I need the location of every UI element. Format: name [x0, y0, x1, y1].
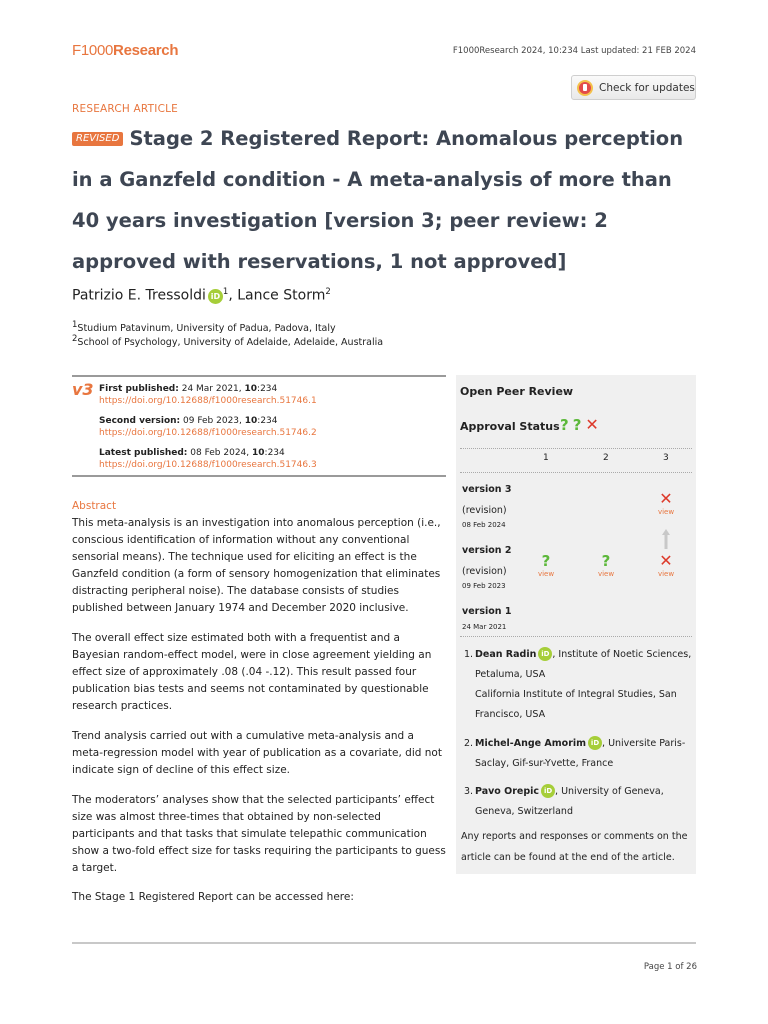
affiliation-sup: 1: [72, 320, 78, 330]
reviewer-name[interactable]: Dean Radin: [475, 649, 537, 660]
page-number: Page 1 of 26: [643, 962, 697, 972]
article-type: RESEARCH ARTICLE: [72, 103, 178, 115]
abstract-paragraph: This meta-analysis is an investigation into anomalous perception (i.e., conscious identification of information without any conventional sensorial means). The technique used for eliciting an effect is the Ganzfeld condition (a form of sensory homogenization that eliminates distracting peripheral noise). The database consists of studies published between January 1974 and December 2020 inclusive.: [72, 517, 441, 614]
reviewer-entry: [464, 645, 694, 725]
abstract-paragraph: The moderators’ analyses show that the selected participants’ effect size was almost three-times that obtained by non-selected participants and that tasks that simulate telepathic communication show a two-fold effect size for tasks requiring the participants to guess a target.: [72, 794, 446, 874]
affiliation: [72, 320, 336, 334]
abstract-paragraph: The Stage 1 Registered Report can be accessed here:: [72, 891, 354, 903]
cross-icon: ✕: [585, 415, 599, 434]
peer-review-note: Any reports and responses or comments on the article can be found at the end of the article.: [461, 831, 688, 863]
version-badge: v3: [72, 380, 94, 399]
question-icon: ?: [601, 552, 611, 570]
version-note: [version 3; peer review: 2 approved with reservations, 1 not approved]: [72, 209, 608, 273]
doi-link[interactable]: https://doi.org/10.12688/f1000research.51746.3: [99, 460, 317, 470]
version-entry: [99, 383, 317, 407]
logo-prefix: F1000: [72, 42, 114, 59]
cross-icon: ✕: [659, 551, 673, 570]
reviewer-name[interactable]: Pavo Orepic: [475, 786, 540, 797]
version-row-label: version 2: [462, 545, 512, 556]
reviewer-entry: [464, 782, 694, 822]
divider: [460, 636, 692, 637]
reviewer-number: 3.: [464, 786, 474, 797]
check-for-updates-label: Check for updates: [599, 81, 695, 94]
reviewer-affiliation: Petaluma, USA: [475, 669, 546, 680]
version-row-sub: (revision): [462, 505, 507, 516]
version-label: First published:: [99, 384, 179, 394]
reviewer-affiliation: Francisco, USA: [475, 709, 546, 720]
question-icon: ?: [541, 552, 551, 570]
review-mark[interactable]: [531, 551, 561, 578]
reviewer-affiliation: , University of Geneva,: [555, 786, 664, 797]
version-row-date: 24 Mar 2021: [462, 623, 507, 631]
divider: [460, 472, 692, 473]
version-label: Latest published:: [99, 448, 188, 458]
version-page: :234: [264, 448, 285, 458]
doi-link[interactable]: https://doi.org/10.12688/f1000research.51746.2: [99, 428, 317, 438]
version-date: 08 Feb 2024,: [190, 448, 250, 458]
footer-divider: [72, 942, 696, 944]
abstract-paragraph: Trend analysis carried out with a cumulative meta-analysis and a meta-regression model with year of publication as a covariate, did not indicate sign of decline of this effect size.: [72, 730, 442, 776]
view-link[interactable]: view: [537, 570, 555, 578]
header-meta: F1000Research 2024, 10:234 Last updated: 21 FEB 2024: [452, 46, 696, 56]
logo-suffix: Research: [113, 42, 179, 59]
author-name[interactable]: Lance Storm: [237, 287, 326, 304]
affiliation-text: School of Psychology, University of Adelaide, Adelaide, Australia: [77, 337, 384, 349]
orcid-icon[interactable]: iD: [208, 289, 223, 304]
divider: [460, 448, 692, 449]
version-row-label: version 3: [462, 484, 512, 495]
version-page: :234: [257, 384, 278, 394]
reviewer-affiliation: California Institute of Integral Studies, San: [475, 689, 677, 700]
view-link[interactable]: view: [597, 570, 615, 578]
review-mark[interactable]: [651, 551, 681, 578]
reviewer-column-number: 3: [663, 453, 669, 463]
version-date: 09 Feb 2023,: [183, 416, 242, 426]
version-row-date: 09 Feb 2023: [462, 582, 506, 590]
version-entry: [99, 447, 317, 471]
bookmark-icon: [577, 80, 593, 96]
reviewer-affiliation: Geneva, Switzerland: [475, 806, 573, 817]
version-label: Second version:: [99, 416, 181, 426]
reviewer-column-number: 1: [543, 453, 549, 463]
question-icon: ?: [560, 416, 569, 434]
check-for-updates-button[interactable]: [571, 75, 696, 100]
review-mark[interactable]: [651, 489, 681, 516]
reviewer-number: 1.: [464, 649, 474, 660]
approval-status-icons: [560, 415, 603, 434]
author-list: Patrizio E. Tressoldi iD $^1$, Lance Storm$^2$: [72, 287, 331, 304]
orcid-icon[interactable]: iD: [541, 784, 555, 798]
reviewer-name[interactable]: Michel-Ange Amorim: [475, 738, 587, 749]
revised-badge: REVISED: [72, 132, 123, 146]
doi-link[interactable]: https://doi.org/10.12688/f1000research.51746.1: [99, 396, 317, 406]
author-sup: 2: [325, 287, 331, 297]
version-volume: 10: [252, 448, 265, 458]
cross-icon: ✕: [659, 489, 673, 508]
version-row-date: 08 Feb 2024: [462, 521, 506, 529]
article-title: [72, 118, 702, 282]
review-mark[interactable]: [591, 551, 621, 578]
peer-review-title: Open Peer Review: [460, 385, 574, 398]
affiliation-text: Studium Patavinum, University of Padua, Padova, Italy: [77, 323, 336, 335]
title-text: Stage 2 Registered Report: Anomalous perception in a Ganzfeld condition - A meta-analysis of more than 40 years investigation: [72, 127, 684, 232]
affiliation-sup: 2: [72, 334, 78, 344]
version-row-sub: (revision): [462, 566, 507, 577]
approval-status-label: Approval Status: [460, 420, 560, 433]
version-history: [72, 375, 446, 477]
reviewer-affiliation: , Institute of Noetic Sciences,: [552, 649, 692, 660]
version-entry: [99, 415, 317, 439]
version-row-label: version 1: [462, 606, 512, 617]
orcid-icon[interactable]: iD: [588, 736, 602, 750]
abstract-heading: Abstract: [72, 500, 117, 512]
abstract-paragraph: The overall effect size estimated both with a frequentist and a Bayesian random-effect model, were in close agreement yielding an effect size of approximately .08 (.04 -.12). This result passed four publication bias tests and seems not contaminated by questionable research practices.: [72, 632, 432, 712]
reviewer-entry: [464, 734, 694, 774]
arrow-up-icon: [662, 529, 670, 549]
question-icon: ?: [572, 416, 582, 434]
view-link[interactable]: view: [657, 570, 675, 578]
author-name[interactable]: Patrizio E. Tressoldi: [72, 287, 206, 304]
orcid-icon[interactable]: iD: [538, 647, 552, 661]
version-page: :234: [257, 416, 278, 426]
author-sup: 1: [222, 287, 229, 297]
reviewer-affiliation: , Universite Paris-: [602, 738, 686, 749]
affiliation: [72, 334, 383, 348]
reviewer-number: 2.: [464, 738, 474, 749]
reviewer-affiliation: Saclay, Gif-sur-Yvette, France: [475, 758, 614, 769]
version-volume: 10: [244, 384, 258, 394]
version-volume: 10: [244, 416, 258, 426]
reviewer-column-number: 2: [603, 453, 609, 463]
view-link[interactable]: view: [657, 508, 675, 516]
journal-logo: [72, 42, 178, 59]
version-date: 24 Mar 2021,: [181, 384, 242, 394]
